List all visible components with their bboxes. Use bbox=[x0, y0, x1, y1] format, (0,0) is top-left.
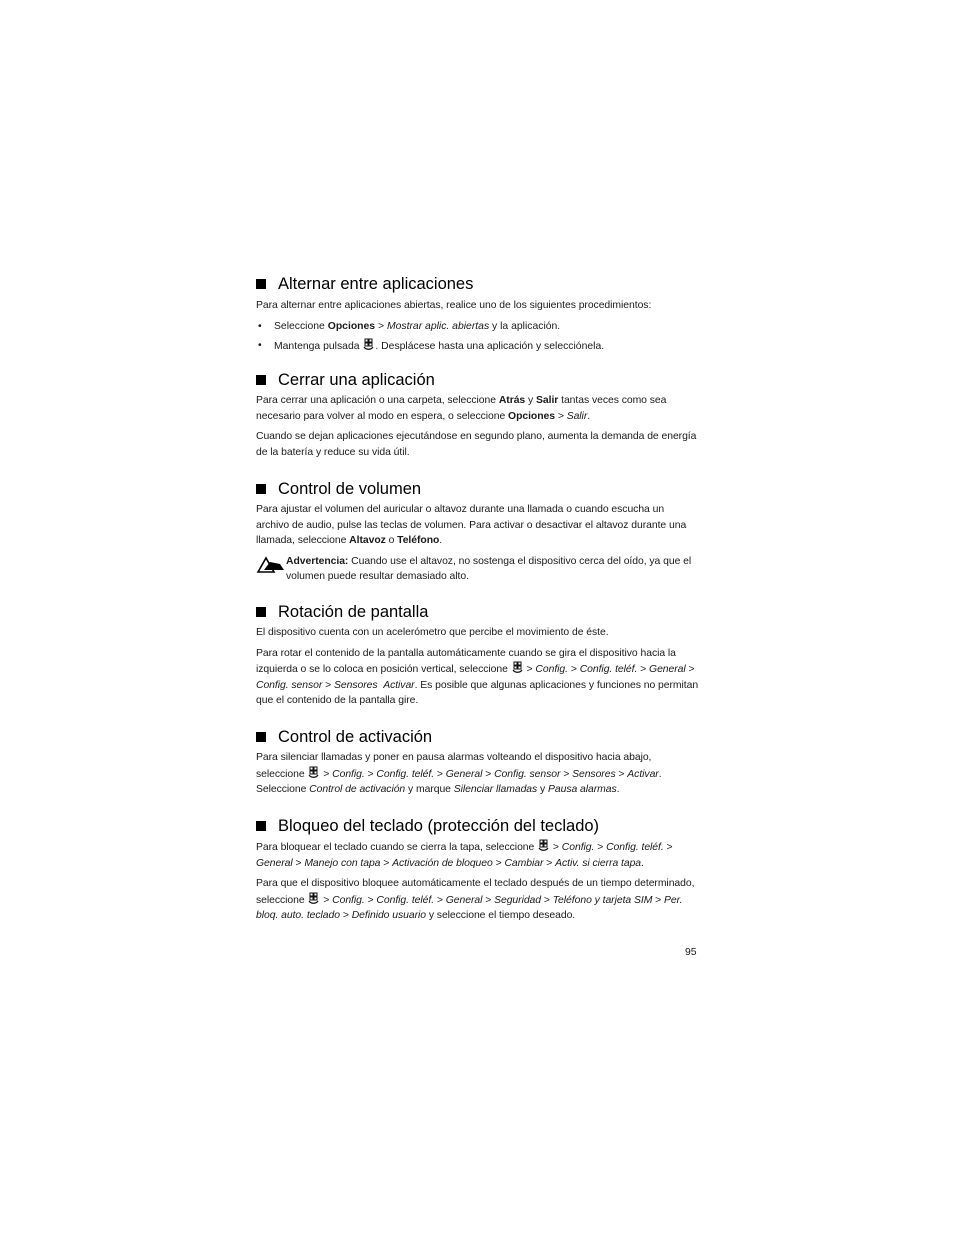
paragraph: Para que el dispositivo bloquee automáticamente el teclado después de un tiempo determinado, seleccione > Config. > Config. teléf. > General > Seguridad > Teléfono y tarjeta SIM > Per. bloq. auto. teclado > Definido usuario y seleccione el tiempo deseado. bbox=[256, 878, 695, 922]
paragraph: Para silenciar llamadas y poner en pausa alarmas volteando el dispositivo hacia abajo, seleccione > Config. > Config. teléf. > General > Config. sensor > Sensores > Activar. Seleccione Control de activación y marque Silenciar llamadas y Pausa alarmas. bbox=[256, 752, 662, 796]
paragraph: Para cerrar una aplicación o una carpeta, seleccione Atrás y Salir tantas veces como sea necesario para volver al modo en espera, o seleccione Opciones > Salir. bbox=[256, 395, 667, 422]
heading-cerrar: Cerrar una aplicación bbox=[256, 370, 700, 390]
square-bullet-icon bbox=[256, 732, 266, 742]
section-alternar bbox=[256, 274, 700, 355]
section-cerrar bbox=[256, 370, 700, 460]
section-activacion bbox=[256, 727, 700, 798]
section-rotacion bbox=[256, 602, 700, 709]
square-bullet-icon bbox=[256, 279, 266, 289]
heading-alternar: Alternar entre aplicaciones bbox=[256, 274, 700, 294]
page-number: 95 bbox=[685, 947, 697, 958]
paragraph: Para ajustar el volumen del auricular o altavoz durante una llamada o cuando escucha un archivo de audio, pulse las teclas de volumen. Para activar o desactivar el altavoz durante una llamada, seleccione Altavoz o Teléfono. bbox=[256, 504, 687, 547]
heading-bloqueo: Bloqueo del teclado (protección del teclado) bbox=[256, 816, 700, 836]
list-item: • Seleccione Opciones > Mostrar aplic. abiertas y la aplicación. bbox=[256, 319, 700, 335]
square-bullet-icon bbox=[256, 375, 266, 385]
warning-text: Advertencia: Cuando use el altavoz, no sostenga el dispositivo cerca del oído, ya que el volumen puede resultar demasiado alto. bbox=[286, 555, 692, 583]
menu-key-icon bbox=[512, 661, 523, 674]
paragraph: El dispositivo cuenta con un acelerómetro que percibe el movimiento de éste. bbox=[256, 627, 609, 638]
menu-key-icon bbox=[363, 338, 374, 351]
list-item: • Mantenga pulsada . Desplácese hasta una aplicación y selecciónela. bbox=[256, 338, 700, 355]
heading-volumen: Control de volumen bbox=[256, 479, 700, 499]
paragraph: Para rotar el contenido de la pantalla automáticamente cuando se gira el dispositivo hacia la izquierda o se lo coloca en posición vertical, seleccione > Config. > Config. teléf. > General > Config. sensor > Sensores Activar. Es posible que algunas aplicaciones y funciones no permitan que el contenido de la pantalla gire. bbox=[256, 647, 699, 707]
warning-note bbox=[256, 554, 700, 585]
bullet-list bbox=[256, 319, 700, 355]
square-bullet-icon bbox=[256, 821, 266, 831]
section-volumen bbox=[256, 479, 700, 585]
square-bullet-icon bbox=[256, 484, 266, 494]
menu-key-icon bbox=[308, 766, 319, 779]
paragraph: Para bloquear el teclado cuando se cierra la tapa, seleccione > Config. > Config. teléf. > General > Manejo con tapa > Activación de bloqueo > Cambiar > Activ. si cierra tapa. bbox=[256, 839, 700, 871]
section-bloqueo bbox=[256, 816, 700, 924]
menu-key-icon bbox=[308, 892, 319, 905]
heading-activacion: Control de activación bbox=[256, 727, 700, 747]
paragraph: Cuando se dejan aplicaciones ejecutándose en segundo plano, aumenta la demanda de energía de la batería y reduce su vida útil. bbox=[256, 431, 697, 458]
square-bullet-icon bbox=[256, 607, 266, 617]
menu-key-icon bbox=[538, 839, 549, 852]
paragraph: Para alternar entre aplicaciones abiertas, realice uno de los siguientes procedimientos: bbox=[256, 300, 652, 311]
heading-rotacion: Rotación de pantalla bbox=[256, 602, 700, 622]
warning-icon bbox=[256, 556, 286, 574]
